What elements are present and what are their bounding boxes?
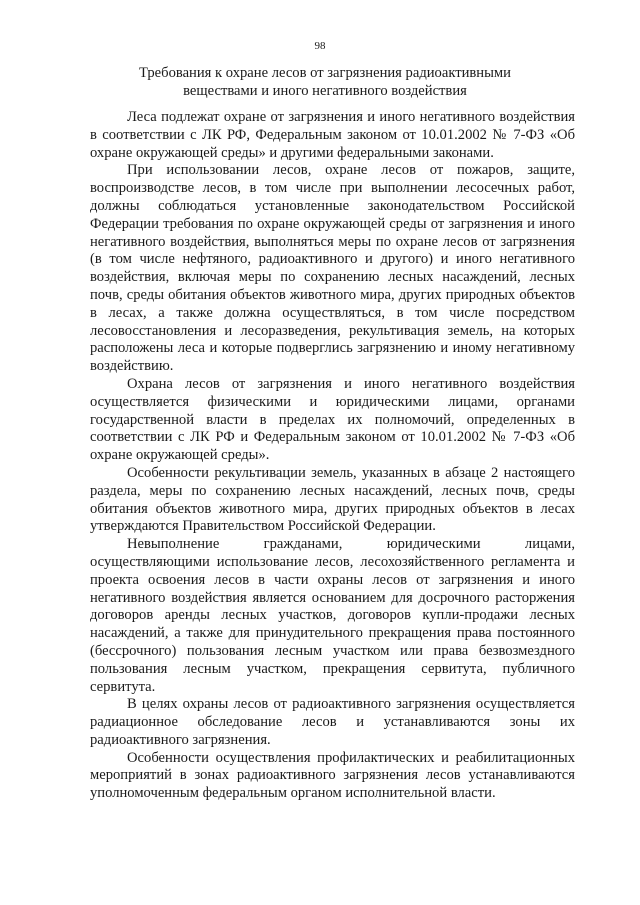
paragraph: Особенности рекультивации земель, указанных в абзаце 2 настоящего раздела, меры по сохранению лесных насаждений, лесных почв, среды обитания объектов животного мира, других природных объектов в лесах утверждаются Правительством Российской Федерации.	[90, 464, 575, 535]
page-number: 98	[314, 40, 326, 52]
document-body	[90, 109, 575, 803]
section-title	[110, 64, 540, 100]
paragraph: Охрана лесов от загрязнения и иного негативного воздействия осуществляется физическими и юридическими лицами, органами государственной власти в пределах их полномочий, определенных в соответствии с ЛК РФ и Федеральным законом от 10.01.2002 № 7-ФЗ «Об охране окружающей среды».	[90, 375, 575, 464]
paragraph: В целях охраны лесов от радиоактивного загрязнения осуществляется радиационное обследование лесов и устанавливаются зоны их радиоактивного загрязнения.	[90, 696, 575, 748]
paragraph: При использовании лесов, охране лесов от пожаров, защите, воспроизводстве лесов, в том числе при выполнении лесосечных работ, должны соблюдаться установленные законодательством Российской Федерации требования по охране окружающей среды от загрязнения и иного негативного воздействия, выполняться меры по охране лесов от загрязнения (в том числе нефтяного, радиоактивного и другого) и иного негативного воздействия, включая меры по сохранению лесных насаждений, лесных почв, среды обитания объектов животного мира, других природных объектов в лесах, а также должна осуществляться, в том числе посредством лесовосстановления и лесоразведения, рекультивация земель, на которых расположены леса и которые подверглись загрязнению и иному негативному воздействию.	[90, 162, 575, 375]
paragraph: Леса подлежат охране от загрязнения и иного негативного воздействия в соответствии с ЛК РФ, Федеральным законом от 10.01.2002 № 7-ФЗ «Об охране окружающей среды» и другими федеральными законами.	[90, 109, 575, 161]
paragraph: Особенности осуществления профилактических и реабилитационных мероприятий в зонах радиоактивного загрязнения лесов устанавливаются уполномоченным федеральным органом исполнительной власти.	[90, 749, 575, 802]
paragraph: Невыполнение гражданами, юридическими лицами, осуществляющими использование лесов, лесохозяйственного регламента и проекта освоения лесов в части охраны лесов от загрязнения и иного негативного воздействия является основанием для досрочного расторжения договоров аренды лесных участков, договоров купли-продажи лесных насаждений, а также для принудительного прекращения права постоянного (бессрочного) пользования лесным участком или права безвозмездного пользования лесным участком, прекращения сервитута, публичного сервитута.	[90, 536, 575, 695]
section-title-line-1: Требования к охране лесов от загрязнения радиоактивными	[139, 65, 511, 81]
section-title-line-2: веществами и иного негативного воздействия	[183, 83, 467, 99]
